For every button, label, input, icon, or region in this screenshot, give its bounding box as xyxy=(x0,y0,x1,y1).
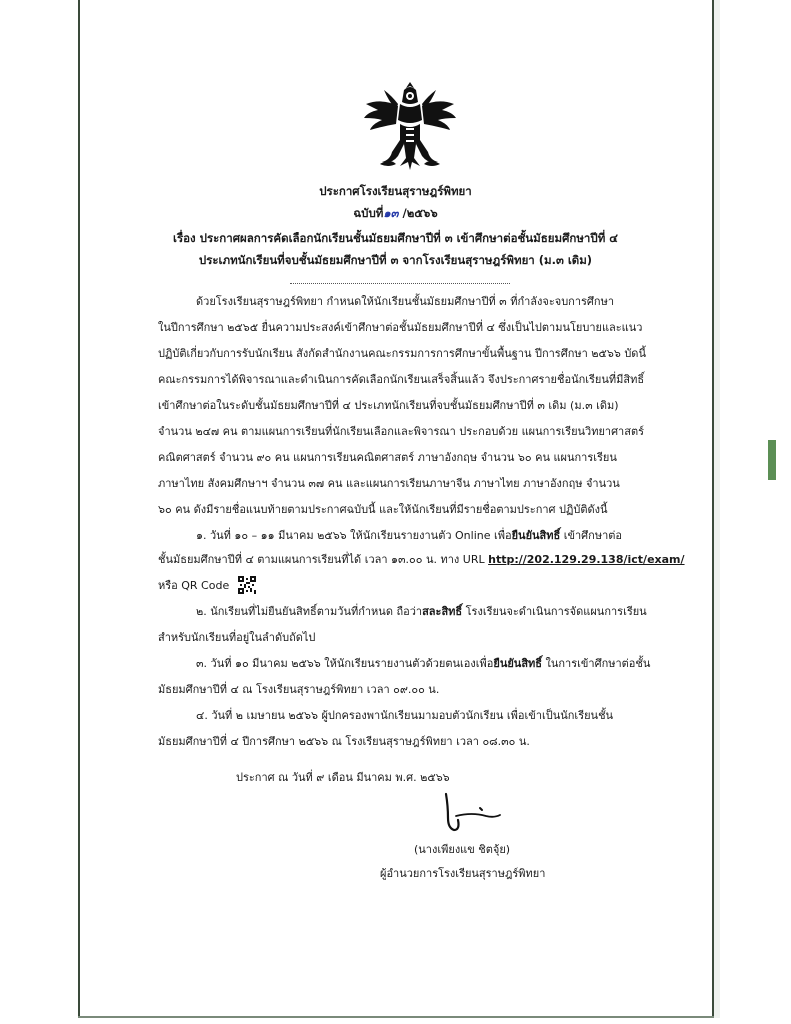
exam-url-link[interactable]: http://202.129.29.138/ict/exam/ xyxy=(488,553,685,566)
item-1-line-2 xyxy=(158,552,685,567)
subject-line-2: ประเภทนักเรียนที่จบชั้นมัธยมศึกษาปีที่ ๓ จากโรงเรียนสุราษฎร์พิทยา (ม.๓ เดิม) xyxy=(198,253,593,267)
item-3-line-2: มัธยมศึกษาปีที่ ๔ ณ โรงเรียนสุราษฎร์พิทยา เวลา ๐๙.๐๐ น. xyxy=(158,683,440,696)
intro-line: ภาษาไทย สังคมศึกษาฯ จำนวน ๓๗ คน และแผนการเรียนภาษาจีน ภาษาไทย ภาษาอังกฤษ จำนวน xyxy=(158,477,620,490)
page-border-bottom xyxy=(78,1016,714,1018)
signer-name: (นางเพียงแข ชิตจุ้ย) xyxy=(414,843,511,856)
signature-image xyxy=(436,790,506,835)
intro-line: ในปีการศึกษา ๒๕๖๕ ยื่นความประสงค์เข้าศึกษาต่อชั้นมัธยมศึกษาปีที่ ๔ ซึ่งเป็นไปตามนโยบายและแนว xyxy=(158,321,643,334)
page-edge-shade xyxy=(714,0,720,1018)
item-2-line-2: สำหรับนักเรียนที่อยู่ในลำดับถัดไป xyxy=(158,631,316,644)
confirm-rights-text: ยืนยันสิทธิ์ xyxy=(511,529,561,542)
item-4-line-2: มัธยมศึกษาปีที่ ๔ ปีการศึกษา ๒๕๖๖ ณ โรงเรียนสุราษฎร์พิทยา เวลา ๐๘.๓๐ น. xyxy=(158,735,530,748)
forfeit-rights-text: สละสิทธิ์ xyxy=(422,605,463,618)
handwritten-number: ๑๓ xyxy=(383,206,399,220)
item-2-text: ๒. นักเรียนที่ไม่ยืนยันสิทธิ์ตามวันที่กำหนด ถือว่า xyxy=(196,605,423,618)
garuda-emblem-icon xyxy=(360,80,460,172)
number-prefix: ฉบับที่ xyxy=(353,206,384,220)
number-suffix: /๒๕๖๖ xyxy=(402,206,438,220)
item-2-line-1 xyxy=(196,604,647,619)
item-3-text-end: ในการเข้าศึกษาต่อชั้น xyxy=(542,657,651,670)
intro-line: ๖๐ คน ดังมีรายชื่อแนบท้ายตามประกาศฉบับนี้ และให้นักเรียนที่มีรายชื่อตามประกาศ ปฏิบัติดังนี้ xyxy=(158,503,608,516)
item-1-text-2: ชั้นมัธยมศึกษาปีที่ ๔ ตามแผนการเรียนที่ได้ เวลา ๑๓.๐๐ น. ทาง URL xyxy=(158,553,489,566)
item-3-line-1 xyxy=(196,656,650,671)
item-3-text: ๓. วันที่ ๑๐ มีนาคม ๒๕๖๖ ให้นักเรียนรายงานตัวด้วยตนเองเพื่อ xyxy=(196,657,494,670)
intro-line: คณิตศาสตร์ จำนวน ๙๐ คน แผนการเรียนคณิตศาสตร์ ภาษาอังกฤษ จำนวน ๖๐ คน แผนการเรียน xyxy=(158,451,617,464)
announcement-title: ประกาศโรงเรียนสุราษฎร์พิทยา xyxy=(319,184,472,198)
intro-line: คณะกรรมการได้พิจารณาและดำเนินการคัดเลือกนักเรียนเสร็จสิ้นแล้ว จึงประกาศรายชื่อนักเรียนที่มีสิทธิ์ xyxy=(158,373,645,386)
page-border-left xyxy=(78,0,80,1018)
item-1-text-end: เข้าศึกษาต่อ xyxy=(560,529,622,542)
announcement-number xyxy=(0,205,791,223)
intro-line: ด้วยโรงเรียนสุราษฎร์พิทยา กำหนดให้นักเรียนชั้นมัธยมศึกษาปีที่ ๓ ที่กำลังจะจบการศึกษา xyxy=(196,295,614,308)
qr-code-icon[interactable] xyxy=(238,576,256,594)
item-2-text-end: โรงเรียนจะดำเนินการจัดแผนการเรียน xyxy=(462,605,647,618)
signer-title: ผู้อำนวยการโรงเรียนสุราษฎร์พิทยา xyxy=(380,867,546,880)
dotted-separator xyxy=(290,283,510,284)
item-1-text: ๑. วันที่ ๑๐ – ๑๑ มีนาคม ๒๕๖๖ ให้นักเรียนรายงานตัว Online เพื่อ xyxy=(196,529,512,542)
intro-line: เข้าศึกษาต่อในระดับชั้นมัธยมศึกษาปีที่ ๔ ประเภทนักเรียนที่จบชั้นมัธยมศึกษาปีที่ ๓ เดิม (ม.๓ เดิม) xyxy=(158,399,619,412)
binder-tab xyxy=(768,440,776,480)
item-4-line-1: ๔. วันที่ ๒ เมษายน ๒๕๖๖ ผู้ปกครองพานักเรียนมามอบตัวนักเรียน เพื่อเข้าเป็นนักเรียนชั้น xyxy=(196,709,614,722)
intro-line: ปฏิบัติเกี่ยวกับการรับนักเรียน สังกัดสำนักงานคณะกรรมการการศึกษาขั้นพื้นฐาน ปีการศึกษา ๒๕๖๖ บัดนี้ xyxy=(158,347,646,360)
announcement-date: ประกาศ ณ วันที่ ๙ เดือน มีนาคม พ.ศ. ๒๕๖๖ xyxy=(236,771,450,784)
intro-line: จำนวน ๒๔๗ คน ตามแผนการเรียนที่นักเรียนเลือกและพิจารณา ประกอบด้วย แผนการเรียนวิทยาศาสตร์ xyxy=(158,425,645,438)
item-1-line-1 xyxy=(196,528,622,543)
subject-line-1: เรื่อง ประกาศผลการคัดเลือกนักเรียนชั้นมัธยมศึกษาปีที่ ๓ เข้าศึกษาต่อชั้นมัธยมศึกษาปีที่ ๔ xyxy=(173,231,618,245)
confirm-rights-text-2: ยืนยันสิทธิ์ xyxy=(493,657,542,670)
item-1-line-3: หรือ QR Code xyxy=(158,579,230,592)
